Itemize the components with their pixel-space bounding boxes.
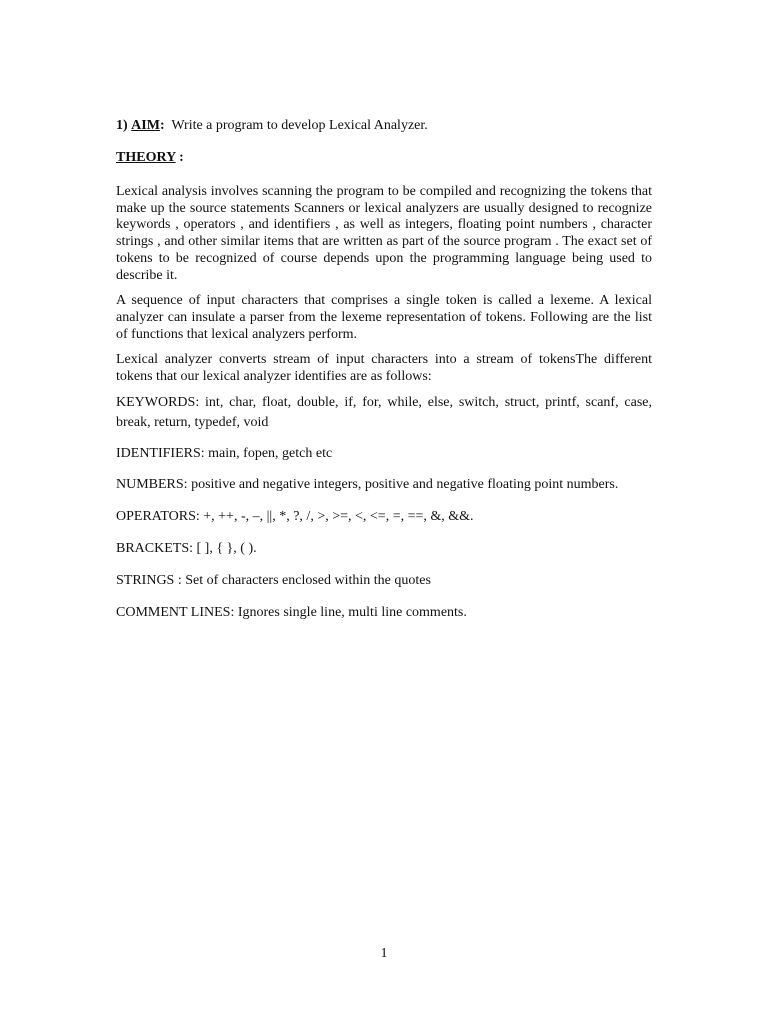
- page-number: 1: [380, 946, 388, 961]
- keywords-paragraph: KEYWORDS: int, char, float, double, if, for, while, else, switch, struct, printf, scanf, case, break, return, typedef, void: [116, 394, 652, 430]
- theory-colon: :: [175, 150, 184, 165]
- theory-paragraph-1: Lexical analysis involves scanning the program to be compiled and recognizing the tokens that make up the source statements Scanners or lexical analyzers are usually designed to recognize keywords , operators , and identifiers , as well as integers, floating point numbers , character strings , and other similar items that are written as part of the source program . The exact set of tokens to be recognized of course depends upon the programming language being used to describe it.: [116, 184, 652, 283]
- comment-lines-paragraph: COMMENT LINES: Ignores single line, multi line comments.: [116, 604, 467, 620]
- theory-paragraph-3: Lexical analyzer converts stream of input characters into a stream of tokensThe different tokens that our lexical analyzer identifies are as follows:: [116, 352, 652, 385]
- aim-colon: :: [159, 118, 165, 133]
- aim-number: 1): [116, 118, 128, 133]
- numbers-paragraph: NUMBERS: positive and negative integers, positive and negative floating point numbers.: [116, 476, 619, 492]
- theory-heading: [116, 149, 652, 167]
- operators-paragraph: OPERATORS: +, ++, -, –, ||, *, ?, /, >, >=, <, <=, =, ==, &, &&.: [116, 508, 474, 524]
- strings-paragraph: STRINGS : Set of characters enclosed within the quotes: [116, 572, 431, 588]
- theory-paragraph-2: A sequence of input characters that comprises a single token is called a lexeme. A lexical analyzer can insulate a parser from the lexeme representation of tokens. Following are the list of functions that lexical analyzers perform.: [116, 293, 652, 342]
- brackets-paragraph: BRACKETS: [ ], { }, ( ).: [116, 540, 257, 556]
- aim-line: [116, 117, 652, 135]
- aim-word: AIM: [131, 118, 160, 133]
- identifiers-paragraph: IDENTIFIERS: main, fopen, getch etc: [116, 445, 333, 461]
- page-content: [116, 117, 652, 623]
- aim-label: [131, 118, 164, 133]
- theory-word: THEORY: [116, 150, 176, 165]
- aim-text: Write a program to develop Lexical Analyzer.: [171, 118, 428, 133]
